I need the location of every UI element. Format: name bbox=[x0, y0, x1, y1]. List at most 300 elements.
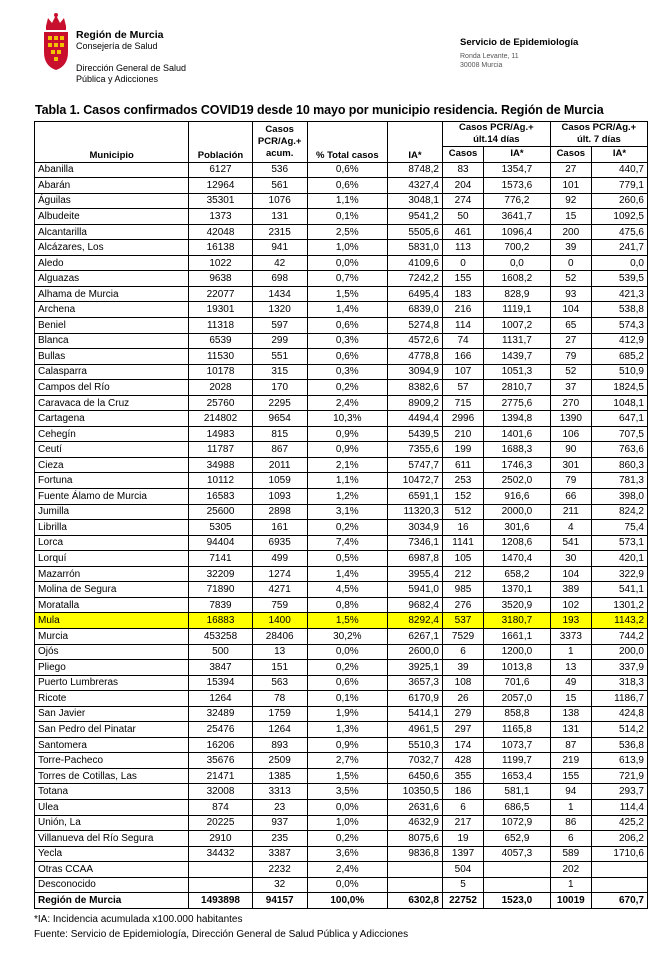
cell-casos-acum: 1434 bbox=[252, 286, 307, 302]
cell-casos-acum: 3387 bbox=[252, 846, 307, 862]
cell-casos-acum: 1320 bbox=[252, 302, 307, 318]
table-row bbox=[35, 333, 648, 349]
table-row bbox=[35, 566, 648, 582]
directorate-line-1: Dirección General de Salud bbox=[76, 63, 187, 73]
cell-ia-7: 424,8 bbox=[591, 706, 647, 722]
cell-casos-14: 7529 bbox=[442, 628, 483, 644]
cell-ia-14: 1661,1 bbox=[484, 628, 551, 644]
cell-casos-acum: 1385 bbox=[252, 768, 307, 784]
cell-ia-14: 581,1 bbox=[484, 784, 551, 800]
cell-poblacion: 16138 bbox=[189, 240, 252, 256]
cell-casos-7: 30 bbox=[550, 551, 591, 567]
cell-casos-acum: 2011 bbox=[252, 457, 307, 473]
cell-casos-14: 6 bbox=[442, 644, 483, 660]
cell-casos-acum: 551 bbox=[252, 349, 307, 365]
cell-pct-total: 0,2% bbox=[307, 831, 387, 847]
cell-poblacion: 10112 bbox=[189, 473, 252, 489]
cell-pct-total: 1,3% bbox=[307, 722, 387, 738]
cell-casos-7: 15 bbox=[550, 209, 591, 225]
service-address-line-1: Ronda Levante, 11 bbox=[460, 53, 519, 60]
cell-pct-total: 1,1% bbox=[307, 193, 387, 209]
header-pct-total: % Total casos bbox=[307, 122, 387, 163]
table-row bbox=[35, 628, 648, 644]
cell-casos-acum: 161 bbox=[252, 520, 307, 536]
cell-casos-14: 6 bbox=[442, 799, 483, 815]
cell-poblacion: 19301 bbox=[189, 302, 252, 318]
cell-ia-14: 1608,2 bbox=[484, 271, 551, 287]
cell-municipio: Lorquí bbox=[35, 551, 189, 567]
cell-ia-7: 670,7 bbox=[591, 893, 647, 909]
cell-ia: 3094,9 bbox=[387, 364, 442, 380]
cell-casos-acum: 1264 bbox=[252, 722, 307, 738]
cell-poblacion: 16206 bbox=[189, 737, 252, 753]
cell-ia-14: 1394,8 bbox=[484, 411, 551, 427]
cell-poblacion: 32489 bbox=[189, 706, 252, 722]
cell-ia-14: 652,9 bbox=[484, 831, 551, 847]
cell-ia-7: 539,5 bbox=[591, 271, 647, 287]
cell-casos-7: 1 bbox=[550, 644, 591, 660]
cell-municipio: Torres de Cotillas, Las bbox=[35, 768, 189, 784]
cell-ia-14: 1119,1 bbox=[484, 302, 551, 318]
cell-ia: 11320,3 bbox=[387, 504, 442, 520]
cell-municipio: Jumilla bbox=[35, 504, 189, 520]
cell-ia-14: 1131,7 bbox=[484, 333, 551, 349]
cell-ia-14: 0,0 bbox=[484, 255, 551, 271]
cell-municipio: Totana bbox=[35, 784, 189, 800]
cell-ia: 5505,6 bbox=[387, 224, 442, 240]
cell-ia-7: 573,1 bbox=[591, 535, 647, 551]
cell-municipio: Beniel bbox=[35, 318, 189, 334]
cell-ia: 8292,4 bbox=[387, 613, 442, 629]
table-row bbox=[35, 768, 648, 784]
cell-casos-acum: 698 bbox=[252, 271, 307, 287]
cell-ia-14: 3180,7 bbox=[484, 613, 551, 629]
cell-ia: 5274,8 bbox=[387, 318, 442, 334]
cell-ia-14: 1523,0 bbox=[484, 893, 551, 909]
cell-poblacion: 25476 bbox=[189, 722, 252, 738]
table-title: Tabla 1. Casos confirmados COVID19 desde 10 mayo por municipio residencia. Región de Murcia bbox=[35, 103, 604, 117]
service-address-line-2: 30008 Murcia bbox=[460, 61, 503, 69]
cell-poblacion: 6539 bbox=[189, 333, 252, 349]
cell-casos-7: 90 bbox=[550, 442, 591, 458]
cell-casos-7: 27 bbox=[550, 162, 591, 178]
cell-pct-total: 1,4% bbox=[307, 302, 387, 318]
table-row bbox=[35, 799, 648, 815]
table-row bbox=[35, 255, 648, 271]
cell-casos-acum: 42 bbox=[252, 255, 307, 271]
cell-casos-acum: 1759 bbox=[252, 706, 307, 722]
service-block bbox=[460, 37, 578, 70]
table-row bbox=[35, 846, 648, 862]
table-row bbox=[35, 691, 648, 707]
cell-ia-14: 2057,0 bbox=[484, 691, 551, 707]
cell-casos-14: 57 bbox=[442, 380, 483, 396]
header-casos-acum-line-2: PCR/Ag.+ bbox=[257, 135, 302, 147]
cell-municipio: Campos del Río bbox=[35, 380, 189, 396]
cell-ia: 7032,7 bbox=[387, 753, 442, 769]
cell-casos-14: 985 bbox=[442, 582, 483, 598]
cell-poblacion: 14983 bbox=[189, 426, 252, 442]
cell-ia-7: 114,4 bbox=[591, 799, 647, 815]
cell-ia-7: 781,3 bbox=[591, 473, 647, 489]
total-row bbox=[35, 893, 648, 909]
cell-casos-7: 202 bbox=[550, 862, 591, 878]
cell-casos-7: 200 bbox=[550, 224, 591, 240]
table-row bbox=[35, 862, 648, 878]
cell-poblacion: 6127 bbox=[189, 162, 252, 178]
cell-poblacion: 42048 bbox=[189, 224, 252, 240]
cell-ia: 6450,6 bbox=[387, 768, 442, 784]
cell-casos-acum: 561 bbox=[252, 178, 307, 194]
cell-casos-7: 0 bbox=[550, 255, 591, 271]
cell-municipio: Ojós bbox=[35, 644, 189, 660]
cell-casos-14: 183 bbox=[442, 286, 483, 302]
cell-ia-14: 1165,8 bbox=[484, 722, 551, 738]
cell-ia: 6495,4 bbox=[387, 286, 442, 302]
cell-pct-total: 0,0% bbox=[307, 799, 387, 815]
cell-pct-total: 1,5% bbox=[307, 286, 387, 302]
cell-ia-14: 1354,7 bbox=[484, 162, 551, 178]
cell-ia: 3955,4 bbox=[387, 566, 442, 582]
cell-pct-total: 0,6% bbox=[307, 162, 387, 178]
cell-ia: 9836,8 bbox=[387, 846, 442, 862]
cell-municipio: Región de Murcia bbox=[35, 893, 189, 909]
cell-municipio: Otras CCAA bbox=[35, 862, 189, 878]
cell-pct-total: 2,5% bbox=[307, 224, 387, 240]
cell-poblacion: 32008 bbox=[189, 784, 252, 800]
cell-casos-acum: 13 bbox=[252, 644, 307, 660]
cell-casos-7: 49 bbox=[550, 675, 591, 691]
cell-ia: 8748,2 bbox=[387, 162, 442, 178]
table-row bbox=[35, 504, 648, 520]
cell-ia-14: 686,5 bbox=[484, 799, 551, 815]
cell-pct-total: 3,1% bbox=[307, 504, 387, 520]
cell-casos-acum: 1274 bbox=[252, 566, 307, 582]
cell-ia-14: 1051,3 bbox=[484, 364, 551, 380]
cell-casos-14: 1141 bbox=[442, 535, 483, 551]
cell-poblacion: 2910 bbox=[189, 831, 252, 847]
cell-municipio: Bullas bbox=[35, 349, 189, 365]
cell-ia-14: 916,6 bbox=[484, 489, 551, 505]
cell-casos-7: 52 bbox=[550, 364, 591, 380]
cell-casos-14: 2996 bbox=[442, 411, 483, 427]
cell-municipio: Ricote bbox=[35, 691, 189, 707]
cell-pct-total: 0,2% bbox=[307, 660, 387, 676]
table-row bbox=[35, 411, 648, 427]
cell-casos-14: 611 bbox=[442, 457, 483, 473]
cell-ia-7: 412,9 bbox=[591, 333, 647, 349]
cell-ia-7: 241,7 bbox=[591, 240, 647, 256]
cell-ia-7: 421,3 bbox=[591, 286, 647, 302]
cell-casos-7: 102 bbox=[550, 597, 591, 613]
cell-ia-7: 1092,5 bbox=[591, 209, 647, 225]
cell-casos-7: 541 bbox=[550, 535, 591, 551]
table-row bbox=[35, 395, 648, 411]
cell-municipio: Ulea bbox=[35, 799, 189, 815]
cell-ia: 10350,5 bbox=[387, 784, 442, 800]
cell-casos-14: 26 bbox=[442, 691, 483, 707]
cell-casos-7: 94 bbox=[550, 784, 591, 800]
footnote-source: Fuente: Servicio de Epidemiología, Dirección General de Salud Pública y Adicciones bbox=[34, 929, 409, 940]
cell-ia-14: 1208,6 bbox=[484, 535, 551, 551]
cell-ia-14: 2775,6 bbox=[484, 395, 551, 411]
cell-casos-acum: 499 bbox=[252, 551, 307, 567]
cell-ia: 6302,8 bbox=[387, 893, 442, 909]
cell-casos-7: 389 bbox=[550, 582, 591, 598]
cell-ia: 4109,6 bbox=[387, 255, 442, 271]
cell-casos-acum: 78 bbox=[252, 691, 307, 707]
cell-ia-7: 510,9 bbox=[591, 364, 647, 380]
cell-ia: 3034,9 bbox=[387, 520, 442, 536]
cell-ia-14: 858,8 bbox=[484, 706, 551, 722]
cell-ia-14: 2810,7 bbox=[484, 380, 551, 396]
cell-casos-14: 537 bbox=[442, 613, 483, 629]
header-casos-7: Casos bbox=[550, 147, 591, 163]
cell-pct-total: 100,0% bbox=[307, 893, 387, 909]
cell-ia: 4327,4 bbox=[387, 178, 442, 194]
cell-casos-14: 210 bbox=[442, 426, 483, 442]
cell-poblacion: 11530 bbox=[189, 349, 252, 365]
table-row bbox=[35, 582, 648, 598]
cell-casos-acum: 2315 bbox=[252, 224, 307, 240]
cell-municipio: Cartagena bbox=[35, 411, 189, 427]
cell-ia: 9682,4 bbox=[387, 597, 442, 613]
cell-ia: 4632,9 bbox=[387, 815, 442, 831]
cell-ia-7: 536,8 bbox=[591, 737, 647, 753]
cell-ia: 4961,5 bbox=[387, 722, 442, 738]
cell-casos-14: 166 bbox=[442, 349, 483, 365]
header-ia-7: IA* bbox=[591, 147, 647, 163]
cell-casos-7: 10019 bbox=[550, 893, 591, 909]
cell-ia-14: 2000,0 bbox=[484, 504, 551, 520]
cell-casos-14: 39 bbox=[442, 660, 483, 676]
cell-municipio: Villanueva del Río Segura bbox=[35, 831, 189, 847]
organization-block bbox=[76, 29, 164, 52]
cell-poblacion: 32209 bbox=[189, 566, 252, 582]
cell-municipio: Cehegín bbox=[35, 426, 189, 442]
cell-ia-7: 322,9 bbox=[591, 566, 647, 582]
cell-municipio: Unión, La bbox=[35, 815, 189, 831]
cell-poblacion: 35301 bbox=[189, 193, 252, 209]
cell-municipio: Yecla bbox=[35, 846, 189, 862]
cell-ia-7: 1824,5 bbox=[591, 380, 647, 396]
cell-poblacion: 500 bbox=[189, 644, 252, 660]
header-group-14-days bbox=[442, 122, 550, 147]
table-row bbox=[35, 877, 648, 893]
cell-casos-14: 114 bbox=[442, 318, 483, 334]
cell-ia: 5831,0 bbox=[387, 240, 442, 256]
cell-ia-14: 700,2 bbox=[484, 240, 551, 256]
cell-casos-7: 1 bbox=[550, 799, 591, 815]
table-row bbox=[35, 551, 648, 567]
cell-casos-14: 74 bbox=[442, 333, 483, 349]
cell-ia-7 bbox=[591, 877, 647, 893]
cell-casos-acum: 9654 bbox=[252, 411, 307, 427]
cell-ia: 6839,0 bbox=[387, 302, 442, 318]
cell-casos-7: 106 bbox=[550, 426, 591, 442]
cell-ia-7: 721,9 bbox=[591, 768, 647, 784]
cell-casos-acum: 536 bbox=[252, 162, 307, 178]
cell-ia: 7346,1 bbox=[387, 535, 442, 551]
cell-casos-7: 219 bbox=[550, 753, 591, 769]
cell-ia-7: 613,9 bbox=[591, 753, 647, 769]
cell-ia-14: 301,6 bbox=[484, 520, 551, 536]
cell-ia-7: 293,7 bbox=[591, 784, 647, 800]
cell-ia-14: 1200,0 bbox=[484, 644, 551, 660]
cell-poblacion: 25600 bbox=[189, 504, 252, 520]
cell-casos-7: 589 bbox=[550, 846, 591, 862]
cell-casos-14: 199 bbox=[442, 442, 483, 458]
cell-ia: 6591,1 bbox=[387, 489, 442, 505]
cell-poblacion: 16883 bbox=[189, 613, 252, 629]
cell-municipio: Blanca bbox=[35, 333, 189, 349]
cell-casos-14: 174 bbox=[442, 737, 483, 753]
region-murcia-coat-of-arms-logo bbox=[40, 12, 72, 74]
cell-casos-acum: 3313 bbox=[252, 784, 307, 800]
cell-casos-7: 270 bbox=[550, 395, 591, 411]
cell-ia: 6267,1 bbox=[387, 628, 442, 644]
cell-ia-7: 398,0 bbox=[591, 489, 647, 505]
table-row bbox=[35, 457, 648, 473]
cell-ia-7: 420,1 bbox=[591, 551, 647, 567]
cell-casos-7: 79 bbox=[550, 349, 591, 365]
cell-ia: 5439,5 bbox=[387, 426, 442, 442]
cell-ia-7: 1301,2 bbox=[591, 597, 647, 613]
table-row bbox=[35, 442, 648, 458]
cell-poblacion: 71890 bbox=[189, 582, 252, 598]
header-group-7-line-1: Casos PCR/Ag.+ bbox=[561, 122, 637, 133]
cell-casos-acum: 235 bbox=[252, 831, 307, 847]
cell-poblacion bbox=[189, 862, 252, 878]
cell-poblacion bbox=[189, 877, 252, 893]
cell-pct-total: 0,5% bbox=[307, 551, 387, 567]
cell-casos-7: 131 bbox=[550, 722, 591, 738]
table-row bbox=[35, 240, 648, 256]
cell-ia-14: 1073,7 bbox=[484, 737, 551, 753]
cell-casos-acum: 299 bbox=[252, 333, 307, 349]
cell-pct-total: 1,0% bbox=[307, 240, 387, 256]
cell-pct-total: 1,4% bbox=[307, 566, 387, 582]
cell-pct-total: 2,1% bbox=[307, 457, 387, 473]
cell-casos-14: 22752 bbox=[442, 893, 483, 909]
cell-municipio: Molina de Segura bbox=[35, 582, 189, 598]
cell-municipio: Calasparra bbox=[35, 364, 189, 380]
cell-pct-total: 0,7% bbox=[307, 271, 387, 287]
cell-pct-total: 1,2% bbox=[307, 489, 387, 505]
cell-casos-14: 152 bbox=[442, 489, 483, 505]
table-row bbox=[35, 286, 648, 302]
cell-poblacion: 5305 bbox=[189, 520, 252, 536]
cell-municipio: Fortuna bbox=[35, 473, 189, 489]
cell-ia-7: 1710,6 bbox=[591, 846, 647, 862]
table-row bbox=[35, 613, 648, 629]
cell-casos-14: 155 bbox=[442, 271, 483, 287]
cell-casos-acum: 4271 bbox=[252, 582, 307, 598]
covid-cases-table bbox=[34, 121, 648, 909]
cell-casos-14: 50 bbox=[442, 209, 483, 225]
table-row bbox=[35, 209, 648, 225]
cell-casos-acum: 1093 bbox=[252, 489, 307, 505]
cell-ia: 8075,6 bbox=[387, 831, 442, 847]
cell-ia: 7242,2 bbox=[387, 271, 442, 287]
cell-poblacion: 7141 bbox=[189, 551, 252, 567]
cell-ia-14: 1007,2 bbox=[484, 318, 551, 334]
table-row bbox=[35, 271, 648, 287]
cell-municipio: Cieza bbox=[35, 457, 189, 473]
cell-casos-7: 101 bbox=[550, 178, 591, 194]
table-row bbox=[35, 644, 648, 660]
table-row bbox=[35, 753, 648, 769]
footnotes bbox=[34, 912, 408, 942]
table-row bbox=[35, 380, 648, 396]
cell-poblacion: 453258 bbox=[189, 628, 252, 644]
cell-ia-7: 763,6 bbox=[591, 442, 647, 458]
cell-poblacion: 1373 bbox=[189, 209, 252, 225]
cell-casos-7: 52 bbox=[550, 271, 591, 287]
cell-ia-14: 828,9 bbox=[484, 286, 551, 302]
cell-ia: 10472,7 bbox=[387, 473, 442, 489]
cell-poblacion: 874 bbox=[189, 799, 252, 815]
cell-casos-14: 204 bbox=[442, 178, 483, 194]
cell-casos-acum: 315 bbox=[252, 364, 307, 380]
table-row bbox=[35, 722, 648, 738]
cell-pct-total: 0,9% bbox=[307, 737, 387, 753]
cell-poblacion: 11318 bbox=[189, 318, 252, 334]
cell-pct-total: 1,9% bbox=[307, 706, 387, 722]
cell-ia-14: 701,6 bbox=[484, 675, 551, 691]
cell-pct-total: 1,5% bbox=[307, 613, 387, 629]
cell-casos-acum: 131 bbox=[252, 209, 307, 225]
cell-casos-14: 355 bbox=[442, 768, 483, 784]
table-row bbox=[35, 193, 648, 209]
cell-ia: 9541,2 bbox=[387, 209, 442, 225]
cell-ia-7: 260,6 bbox=[591, 193, 647, 209]
header-casos-14: Casos bbox=[442, 147, 483, 163]
cell-ia-14: 1470,4 bbox=[484, 551, 551, 567]
table-row bbox=[35, 224, 648, 240]
table-row bbox=[35, 660, 648, 676]
cell-ia-14: 4057,3 bbox=[484, 846, 551, 862]
cell-casos-acum: 597 bbox=[252, 318, 307, 334]
header-group-7-line-2: últ. 7 días bbox=[576, 134, 621, 145]
header-casos-acum-line-3: acum. bbox=[265, 147, 294, 159]
cell-casos-7: 1390 bbox=[550, 411, 591, 427]
cell-casos-7: 155 bbox=[550, 768, 591, 784]
header-group-7-days bbox=[550, 122, 647, 147]
cell-municipio: Murcia bbox=[35, 628, 189, 644]
cell-municipio: Lorca bbox=[35, 535, 189, 551]
cell-pct-total: 0,2% bbox=[307, 520, 387, 536]
cell-casos-7: 65 bbox=[550, 318, 591, 334]
cell-pct-total: 2,4% bbox=[307, 395, 387, 411]
cell-casos-7: 211 bbox=[550, 504, 591, 520]
footnote-ia: *IA: Incidencia acumulada x100.000 habitantes bbox=[34, 914, 243, 925]
cell-ia-14: 3520,9 bbox=[484, 597, 551, 613]
cell-casos-acum: 759 bbox=[252, 597, 307, 613]
cell-ia: 5941,0 bbox=[387, 582, 442, 598]
cell-municipio: Pliego bbox=[35, 660, 189, 676]
cell-casos-7: 6 bbox=[550, 831, 591, 847]
cell-pct-total: 0,1% bbox=[307, 691, 387, 707]
cell-casos-14: 279 bbox=[442, 706, 483, 722]
table-row bbox=[35, 815, 648, 831]
cell-ia: 5510,3 bbox=[387, 737, 442, 753]
cell-ia-14 bbox=[484, 862, 551, 878]
cell-ia-7: 574,3 bbox=[591, 318, 647, 334]
cell-casos-acum: 815 bbox=[252, 426, 307, 442]
service-name: Servicio de Epidemiología bbox=[460, 37, 579, 48]
cell-casos-acum: 6935 bbox=[252, 535, 307, 551]
